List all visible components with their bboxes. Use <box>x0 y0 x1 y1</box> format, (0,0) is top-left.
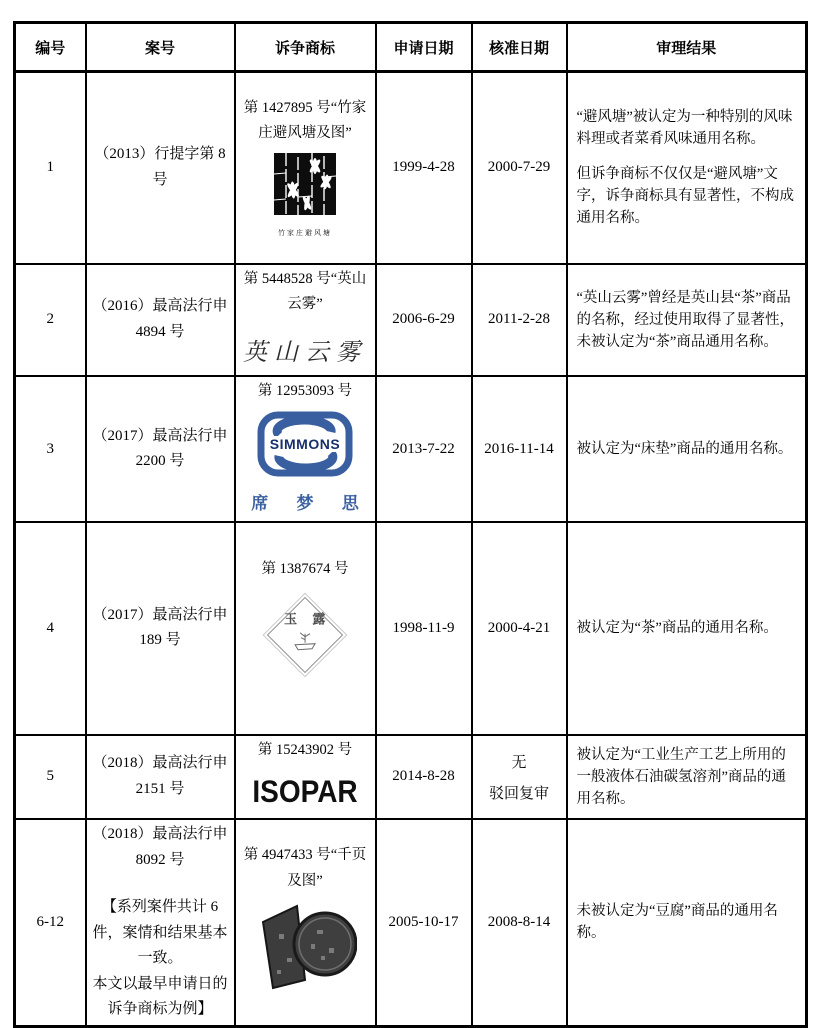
result-cell <box>567 264 807 377</box>
yulu-sketch-icon <box>290 632 320 652</box>
case-number-cell <box>86 819 235 1026</box>
approve-date: 2000-4-21 <box>472 522 567 735</box>
row-id: 1 <box>15 72 86 264</box>
trademark-cell <box>235 376 376 522</box>
case-note: 【系列案件共计 6 件，案情和结果基本一致。 <box>92 899 228 967</box>
trademark-cell <box>235 735 376 819</box>
row-id: 4 <box>15 522 86 735</box>
trademark-cell <box>235 819 376 1026</box>
header-approve-date: 核准日期 <box>472 23 567 72</box>
result-cell <box>567 72 807 264</box>
apply-date: 1998-11-9 <box>376 522 472 735</box>
result-cell <box>567 522 807 735</box>
trademark-cases-table-wrap <box>13 21 808 1028</box>
trademark-cell <box>235 72 376 264</box>
case-number: （2013）行提字第 8 号 <box>86 72 235 264</box>
approve-date: 2011-2-28 <box>472 264 567 377</box>
apply-date: 2014-8-28 <box>376 735 472 819</box>
case-number: （2017）最高法行申 189 号 <box>86 522 235 735</box>
simmons-logo-icon <box>257 411 353 486</box>
approve-date: 2008-8-14 <box>472 819 567 1026</box>
bamboo-logo-caption: 竹家庄避风塘 <box>278 229 332 238</box>
trademark-text: 第 12953093 号 <box>257 383 353 400</box>
table-row <box>15 72 807 264</box>
trademark-cell <box>235 522 376 735</box>
row-id: 5 <box>15 735 86 819</box>
approve-date-line2: 驳回复审 <box>488 785 549 802</box>
apply-date: 1999-4-28 <box>376 72 472 264</box>
row-id: 2 <box>15 264 86 377</box>
qianye-figure-logo-icon <box>253 900 357 1001</box>
table-row <box>15 376 807 522</box>
result-paragraph: 但诉争商标不仅仅是“避风塘”文字，诉争商标具有显著性，不构成通用名称。 <box>576 166 794 227</box>
header-id: 编号 <box>15 23 86 72</box>
result-paragraph: 被认定为“茶”商品的通用名称。 <box>576 620 778 637</box>
result-cell <box>567 819 807 1026</box>
result-paragraph: 未被认定为“豆腐”商品的通用名称。 <box>576 903 778 942</box>
trademark-text: 第 4947433 号“千页及图” <box>243 847 367 889</box>
case-note: 本文以最早申请日的诉争商标为例】 <box>92 975 228 1018</box>
header-apply-date: 申请日期 <box>376 23 472 72</box>
approve-date-line1: 无 <box>511 754 527 771</box>
row-id: 3 <box>15 376 86 522</box>
result-paragraph: 被认定为“床垫”商品的通用名称。 <box>576 440 793 457</box>
table-row <box>15 264 807 377</box>
apply-date: 2013-7-22 <box>376 376 472 522</box>
result-paragraph: “英山云雾”曾经是英山县“茶”商品的名称，经过使用取得了显著性，未被认定为“茶”商品通用名称。 <box>576 289 794 350</box>
yulu-logo-text: 玉 露 <box>284 611 332 627</box>
simmons-chinese-label: 席 梦 思 <box>251 494 371 513</box>
approve-date <box>472 735 567 819</box>
result-paragraph: “避风塘”被认定为一种特别的风味料理或者菜肴风味通用名称。 <box>576 109 793 148</box>
apply-date: 2006-6-29 <box>376 264 472 377</box>
trademark-text: 第 1427895 号“竹家庄避风塘及图” <box>243 100 367 142</box>
result-cell <box>567 735 807 819</box>
trademark-cases-table <box>13 21 808 1028</box>
case-number: （2017）最高法行申 2200 号 <box>86 376 235 522</box>
trademark-cell <box>235 264 376 377</box>
result-paragraph: 被认定为“工业生产工艺上所用的一般液体石油碳氢溶剂”商品的通用名称。 <box>576 746 786 807</box>
row-id: 6-12 <box>15 819 86 1026</box>
yingshan-calligraphy-logo: 英山云雾 <box>243 338 367 367</box>
approve-date: 2016-11-14 <box>472 376 567 522</box>
trademark-text: 第 15243902 号 <box>257 741 353 758</box>
header-row <box>15 23 807 72</box>
table-row <box>15 522 807 735</box>
header-result: 审理结果 <box>567 23 807 72</box>
result-cell <box>567 376 807 522</box>
trademark-text: 第 5448528 号“英山云雾” <box>243 270 367 312</box>
apply-date: 2005-10-17 <box>376 819 472 1026</box>
case-number: （2018）最高法行申 2151 号 <box>86 735 235 819</box>
bamboo-seal-logo-icon <box>269 153 341 226</box>
header-trademark: 诉争商标 <box>235 23 376 72</box>
table-row <box>15 735 807 819</box>
trademark-text: 第 1387674 号 <box>261 560 349 577</box>
case-number: （2016）最高法行申 4894 号 <box>86 264 235 377</box>
isopar-wordmark: ISOPAR <box>252 774 358 809</box>
case-number: （2018）最高法行申 8092 号 <box>92 826 228 868</box>
svg-text:SIMMONS: SIMMONS <box>269 435 341 452</box>
table-row <box>15 819 807 1026</box>
header-case-no: 案号 <box>86 23 235 72</box>
yulu-diamond-logo-icon <box>267 597 343 673</box>
approve-date: 2000-7-29 <box>472 72 567 264</box>
